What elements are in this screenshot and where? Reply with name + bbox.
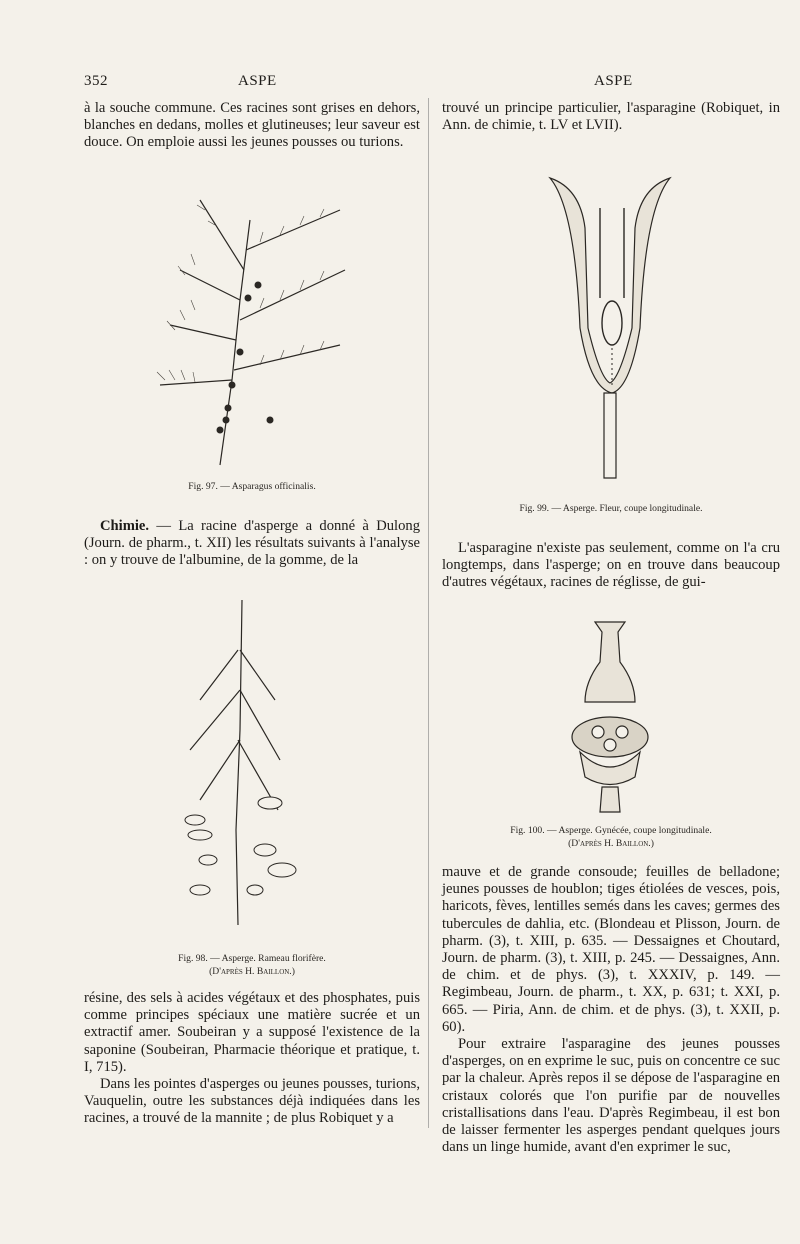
fig97-caption: Fig. 97. — Asparagus officinalis. (188, 481, 316, 492)
left-bottom-text: résine, des sels à acides végétaux et des phosphates, puis comme principes spéciaux une matière sucrée et un extractif amer. Soubeiran y a supposé l'existence de la saponine (Soubeiran, Pharmacie théorique et pratique, t. I, 715). Dans les pointes d'asperges ou jeunes pousses, turions, Vauquelin, outre les substances déjà indiquées dans les racines, a trouvé de la mannite ; de plus Robiquet y a (84, 990, 420, 1127)
left-top-paragraph: à la souche commune. Ces racines sont grises en dehors, blanches en dedans, molles et glutineuses; leur saveur est douce. On emploie aussi les jeunes pousses ou turions. (84, 100, 420, 151)
fig100-caption: Fig. 100. — Asperge. Gynécée, coupe longitudinale. (D'après H. Baillon.) (510, 825, 712, 849)
fig99-flower-section-illustration (540, 168, 680, 493)
right-bottom-text: mauve et de grande consoude; feuilles de belladone; jeunes pousses de houblon; tiges étiolées de vesces, pois, haricots, fèves, lentilles semés dans les caves; germes des tubercules de dahlia, etc. (Blondeau et Plisson, Journ. de pharm. (3), t. XIII, p. 635. — Dessaignes et Choutard, Journ. de pharm. (3), t. XIII, p. 245. — Dessaignes, Ann. de chim. et de phys. (3), t. XXXIV, p. 149. — Regimbeau, Journ. de pharm., t. XX, p. 631; t. XXI, p. 665. — Piria, Ann. de chim. et de phys. (3), t. XXII, p. 60). Pour extraire l'asparagine des jeunes pousses d'asperges, on en exprime le suc, puis on concentre ce suc par la chaleur. Après repos il se dépose de l'asparagine en cristaux colorés que l'on purifie par de nouvelles cristallisations dans l'eau. D'après Regimbeau, il est bon de laisser fermenter les asperges pendant quelques jours dans un linge humide, avant d'en exprimer le suc, (442, 864, 780, 1156)
fig99-caption: Fig. 99. — Asperge. Fleur, coupe longitudinale. (519, 503, 703, 514)
right-top-paragraph: trouvé un principe particulier, l'asparagine (Robiquet, in Ann. de chimie, t. LV et LVII). (442, 100, 780, 134)
fig98-caption: Fig. 98. — Asperge. Rameau florifère. (D'après H. Baillon.) (178, 953, 326, 977)
column-divider (428, 98, 429, 1128)
fig98-flowering-branch-illustration (160, 590, 320, 930)
right-mid-paragraph: L'asparagine n'existe pas seulement, comme on l'a cru longtemps, dans l'asperge; on en trouve dans beaucoup d'autres végétaux, racines de réglisse, de gui- (442, 540, 780, 591)
fig100-gynoecium-section-illustration (560, 612, 660, 817)
right-running-head: ASPE (594, 73, 633, 89)
page-number: 352 (84, 73, 108, 89)
chimie-paragraph: Chimie. — La racine d'asperge a donné à Dulong (Journ. de pharm., t. XII) les résultats suivants à l'analyse : on y trouve de l'albumine, de la gomme, de la (84, 518, 420, 569)
fig97-asparagus-plant-illustration (140, 180, 360, 470)
chimie-heading: Chimie. (100, 518, 150, 534)
left-running-head: ASPE (238, 73, 277, 89)
